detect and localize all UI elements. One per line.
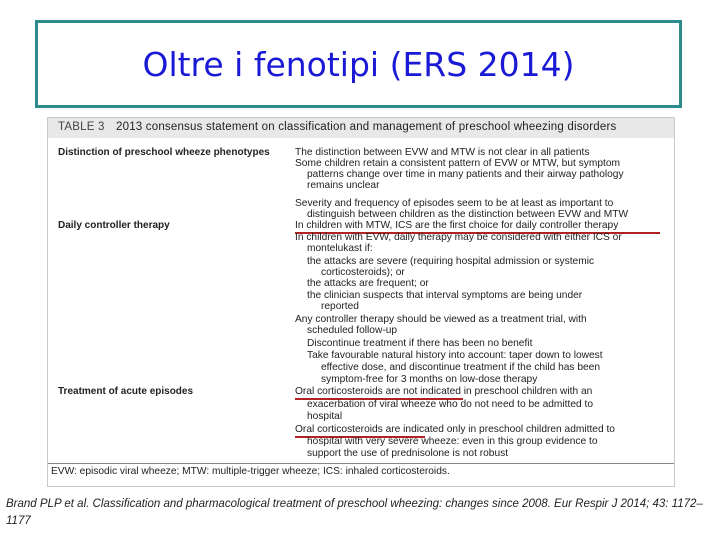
table-line: In children with MTW, ICS are the first choice for daily controller therapy bbox=[295, 220, 619, 231]
citation: Brand PLP et al. Classification and pharmacological treatment of preschool wheezing: changes since 2008. Eur Respir J 2014; 43: 1172–1177 bbox=[6, 498, 703, 527]
table-line: Any controller therapy should be viewed as a treatment trial, with bbox=[295, 314, 587, 325]
table-line: hospital with very severe wheeze: even in this group evidence to bbox=[307, 436, 598, 447]
table-line: distinguish between children as the distinction between EVW and MTW bbox=[307, 209, 629, 220]
table-line: the attacks are severe (requiring hospital admission or systemic bbox=[307, 256, 595, 267]
table-line: In children with EVW, daily therapy may be considered with either ICS or bbox=[295, 232, 622, 243]
table-line: Oral corticosteroids are indicated only in preschool children admitted to bbox=[295, 424, 615, 435]
table-line: Severity and frequency of episodes seem to be at least as important to bbox=[295, 198, 614, 209]
table-line: symptom-free for 3 months on low-dose therapy bbox=[321, 374, 538, 385]
table-footnote: EVW: episodic viral wheeze; MTW: multiple-trigger wheeze; ICS: inhaled corticosteroids. bbox=[51, 466, 450, 477]
title-frame bbox=[35, 20, 682, 108]
table-line: exacerbation of viral wheeze who do not need to be admitted to bbox=[307, 399, 594, 410]
table-line: reported bbox=[321, 301, 359, 312]
row-label-distinction: Distinction of preschool wheeze phenotypes bbox=[58, 147, 270, 158]
table-line: scheduled follow-up bbox=[307, 325, 398, 336]
table-line: hospital bbox=[307, 411, 343, 422]
table-line: Oral corticosteroids are not indicated in preschool children with an bbox=[295, 386, 593, 397]
table-line: support the use of prednisolone is not robust bbox=[307, 448, 509, 459]
table-line: the attacks are frequent; or bbox=[307, 278, 429, 289]
table-header bbox=[48, 118, 674, 138]
table-title: 2013 consensus statement on classification and management of preschool wheezing disorders bbox=[116, 121, 617, 133]
table-line: montelukast if: bbox=[307, 243, 373, 254]
table-line: remains unclear bbox=[307, 180, 380, 191]
table-line: patterns change over time in many patients and their airway pathology bbox=[307, 169, 624, 180]
table-line: The distinction between EVW and MTW is not clear in all patients bbox=[295, 147, 590, 158]
row-label-acute: Treatment of acute episodes bbox=[58, 386, 194, 397]
consensus-table bbox=[47, 117, 675, 487]
table-line: Take favourable natural history into account: taper down to lowest bbox=[307, 350, 603, 361]
table-line: the clinician suspects that interval symptoms are being under bbox=[307, 290, 583, 301]
slide-title: Oltre i fenotipi (ERS 2014) bbox=[142, 45, 575, 84]
table-line: effective dose, and discontinue treatment if the child has been bbox=[321, 362, 601, 373]
table-number: TABLE 3 bbox=[58, 121, 105, 133]
table-line: corticosteroids); or bbox=[321, 267, 405, 278]
footnote-divider bbox=[48, 463, 674, 464]
table-line: Discontinue treatment if there has been no benefit bbox=[307, 338, 533, 349]
table-line: Some children retain a consistent pattern of EVW or MTW, but symptom bbox=[295, 158, 620, 169]
row-label-controller: Daily controller therapy bbox=[58, 220, 170, 231]
